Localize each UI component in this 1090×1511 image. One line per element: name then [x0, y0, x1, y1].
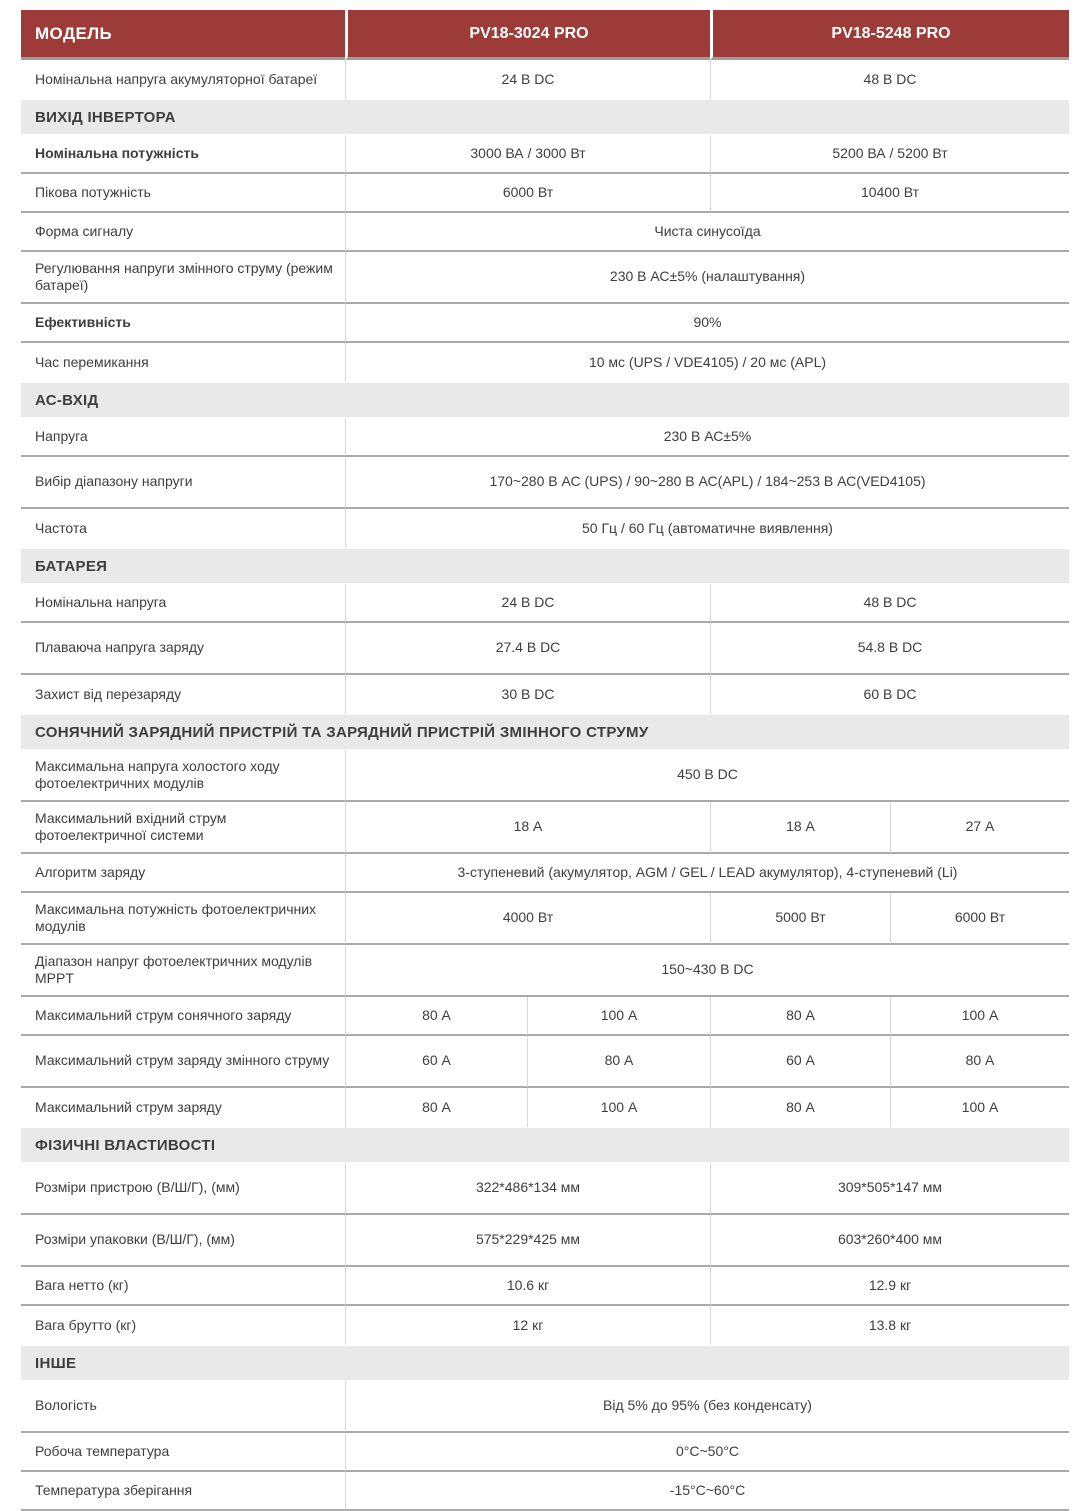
spec-value: 90%: [345, 304, 1069, 343]
section-header: БАТАРЕЯ: [21, 549, 1069, 583]
spec-row-label: Вага брутто (кг): [35, 1316, 137, 1333]
spec-row-label: Пікова потужність: [21, 174, 345, 213]
spec-value: 18 А: [345, 802, 710, 854]
spec-row-label: Номінальна напруга: [21, 584, 345, 623]
spec-value: 170~280 В АС (UPS) / 90~280 В АС(APL) / 184~253 В АС(VED4105): [345, 457, 1069, 509]
section-header: ВИХІД ІНВЕРТОРА: [21, 100, 1069, 134]
spec-row-label: Робоча температура: [21, 1433, 345, 1472]
spec-value: 80 А: [345, 997, 527, 1036]
spec-row-label: Вага нетто (кг): [21, 1267, 345, 1306]
spec-value: 100 А: [890, 1088, 1069, 1127]
spec-value: 100 А: [890, 997, 1069, 1036]
spec-value: 24 В DC: [345, 60, 710, 99]
spec-row-label: Максимальна потужність фотоелектричних модулів: [21, 893, 345, 945]
spec-row-label: Максимальна напруга холостого ходу фотоелектричних модулів: [21, 750, 345, 802]
spec-row-label: Алгоритм заряду: [21, 854, 345, 893]
spec-value: 4000 Вт: [345, 893, 710, 945]
spec-value: 10 мс (UPS / VDE4105) / 20 мс (APL): [345, 343, 1069, 382]
spec-value: 80 А: [527, 1036, 710, 1088]
spec-value: 0°C~50°C: [345, 1433, 1069, 1472]
model-header-label: МОДЕЛЬ: [35, 23, 113, 43]
spec-value: 230 В АС±5% (налаштування): [345, 252, 1069, 304]
spec-value: 100 А: [527, 997, 710, 1036]
model-header-cell: [21, 10, 345, 60]
spec-row-label: Частота: [35, 519, 87, 536]
spec-value: 12 кг: [345, 1306, 710, 1345]
spec-value: 80 А: [345, 1088, 527, 1127]
spec-value: 6000 Вт: [890, 893, 1069, 945]
inverter-spec-table: [21, 10, 1069, 1511]
spec-value: 27.4 В DC: [345, 623, 710, 675]
spec-value: 230 В АС±5%: [345, 418, 1069, 457]
spec-value: 60 А: [710, 1036, 890, 1088]
spec-value: 6000 Вт: [345, 174, 710, 213]
section-header: ІНШЕ: [21, 1346, 1069, 1380]
section-header: АС-ВХІД: [21, 383, 1069, 417]
spec-value: -15°C~60°C: [345, 1472, 1069, 1511]
spec-value: Від 5% до 95% (без конденсату): [345, 1381, 1069, 1433]
spec-row-label: Максимальний вхідний струм фотоелектричної системи: [21, 802, 345, 854]
spec-value: 3000 ВА / 3000 Вт: [345, 135, 710, 174]
spec-row-label: Ефективність: [21, 304, 345, 343]
spec-value: 50 Гц / 60 Гц (автоматичне виявлення): [345, 509, 1069, 548]
spec-row-label: Вибір діапазону напруги: [21, 457, 345, 509]
spec-value: 48 В DC: [710, 584, 1069, 623]
spec-value: 309*505*147 мм: [710, 1163, 1069, 1215]
spec-value: 603*260*400 мм: [710, 1215, 1069, 1267]
spec-value: 80 А: [710, 997, 890, 1036]
spec-value: 60 В DC: [710, 675, 1069, 714]
spec-value: 10.6 кг: [345, 1267, 710, 1306]
spec-value: 3-ступеневий (акумулятор, AGM / GEL / LEAD акумулятор), 4-ступеневий (Li): [345, 854, 1069, 893]
spec-value: 54.8 В DC: [710, 623, 1069, 675]
spec-value: 18 А: [710, 802, 890, 854]
spec-row-label: Час перемикання: [35, 353, 149, 370]
spec-row-label: Форма сигналу: [21, 213, 345, 252]
spec-value: 13.8 кг: [710, 1306, 1069, 1345]
spec-row-label: Розміри пристрою (В/Ш/Г), (мм): [21, 1163, 345, 1215]
spec-row-label: Напруга: [21, 418, 345, 457]
spec-value: 80 А: [890, 1036, 1069, 1088]
spec-value: 5200 ВА / 5200 Вт: [710, 135, 1069, 174]
spec-row-label: Діапазон напруг фотоелектричних модулів MPPT: [21, 945, 345, 997]
spec-row-label: Розміри упаковки (В/Ш/Г), (мм): [21, 1215, 345, 1267]
section-header: ФІЗИЧНІ ВЛАСТИВОСТІ: [21, 1128, 1069, 1162]
spec-value: 12.9 кг: [710, 1267, 1069, 1306]
spec-value: 575*229*425 мм: [345, 1215, 710, 1267]
spec-row-label: Номінальна потужність: [21, 135, 345, 174]
spec-value: 60 А: [345, 1036, 527, 1088]
spec-row-label: Номінальна напруга акумуляторної батареї: [35, 70, 318, 87]
model2-header-cell: [710, 10, 1069, 60]
spec-value: 100 А: [527, 1088, 710, 1127]
model1-header-cell: [345, 10, 710, 60]
spec-row-label: Плаваюча напруга заряду: [21, 623, 345, 675]
spec-row-label: Максимальний струм заряду змінного струму: [21, 1036, 345, 1088]
spec-value: 5000 Вт: [710, 893, 890, 945]
spec-value: 322*486*134 мм: [345, 1163, 710, 1215]
spec-row-label: Максимальний струм сонячного заряду: [21, 997, 345, 1036]
spec-row-label: Захист від перезаряду: [35, 685, 182, 702]
spec-value: Чиста синусоїда: [345, 213, 1069, 252]
spec-value: 24 В DC: [345, 584, 710, 623]
section-header: СОНЯЧНИЙ ЗАРЯДНИЙ ПРИСТРІЙ ТА ЗАРЯДНИЙ ПРИСТРІЙ ЗМІННОГО СТРУМУ: [21, 715, 1069, 749]
spec-row-label: Температура зберігання: [21, 1472, 345, 1511]
spec-value: 10400 Вт: [710, 174, 1069, 213]
spec-row-label: Максимальний струм заряду: [35, 1098, 222, 1115]
model2-name: PV18-5248 PRO: [831, 24, 951, 42]
spec-row-label: Вологість: [21, 1381, 345, 1433]
spec-value: 450 В DC: [345, 750, 1069, 802]
spec-value: 30 В DC: [345, 675, 710, 714]
spec-value: 27 А: [890, 802, 1069, 854]
spec-value: 150~430 В DC: [345, 945, 1069, 997]
spec-row-label: Регулювання напруги змінного струму (режим батареї): [21, 252, 345, 304]
spec-value: 48 В DC: [710, 60, 1069, 99]
model1-name: PV18-3024 PRO: [469, 24, 589, 42]
spec-value: 80 А: [710, 1088, 890, 1127]
